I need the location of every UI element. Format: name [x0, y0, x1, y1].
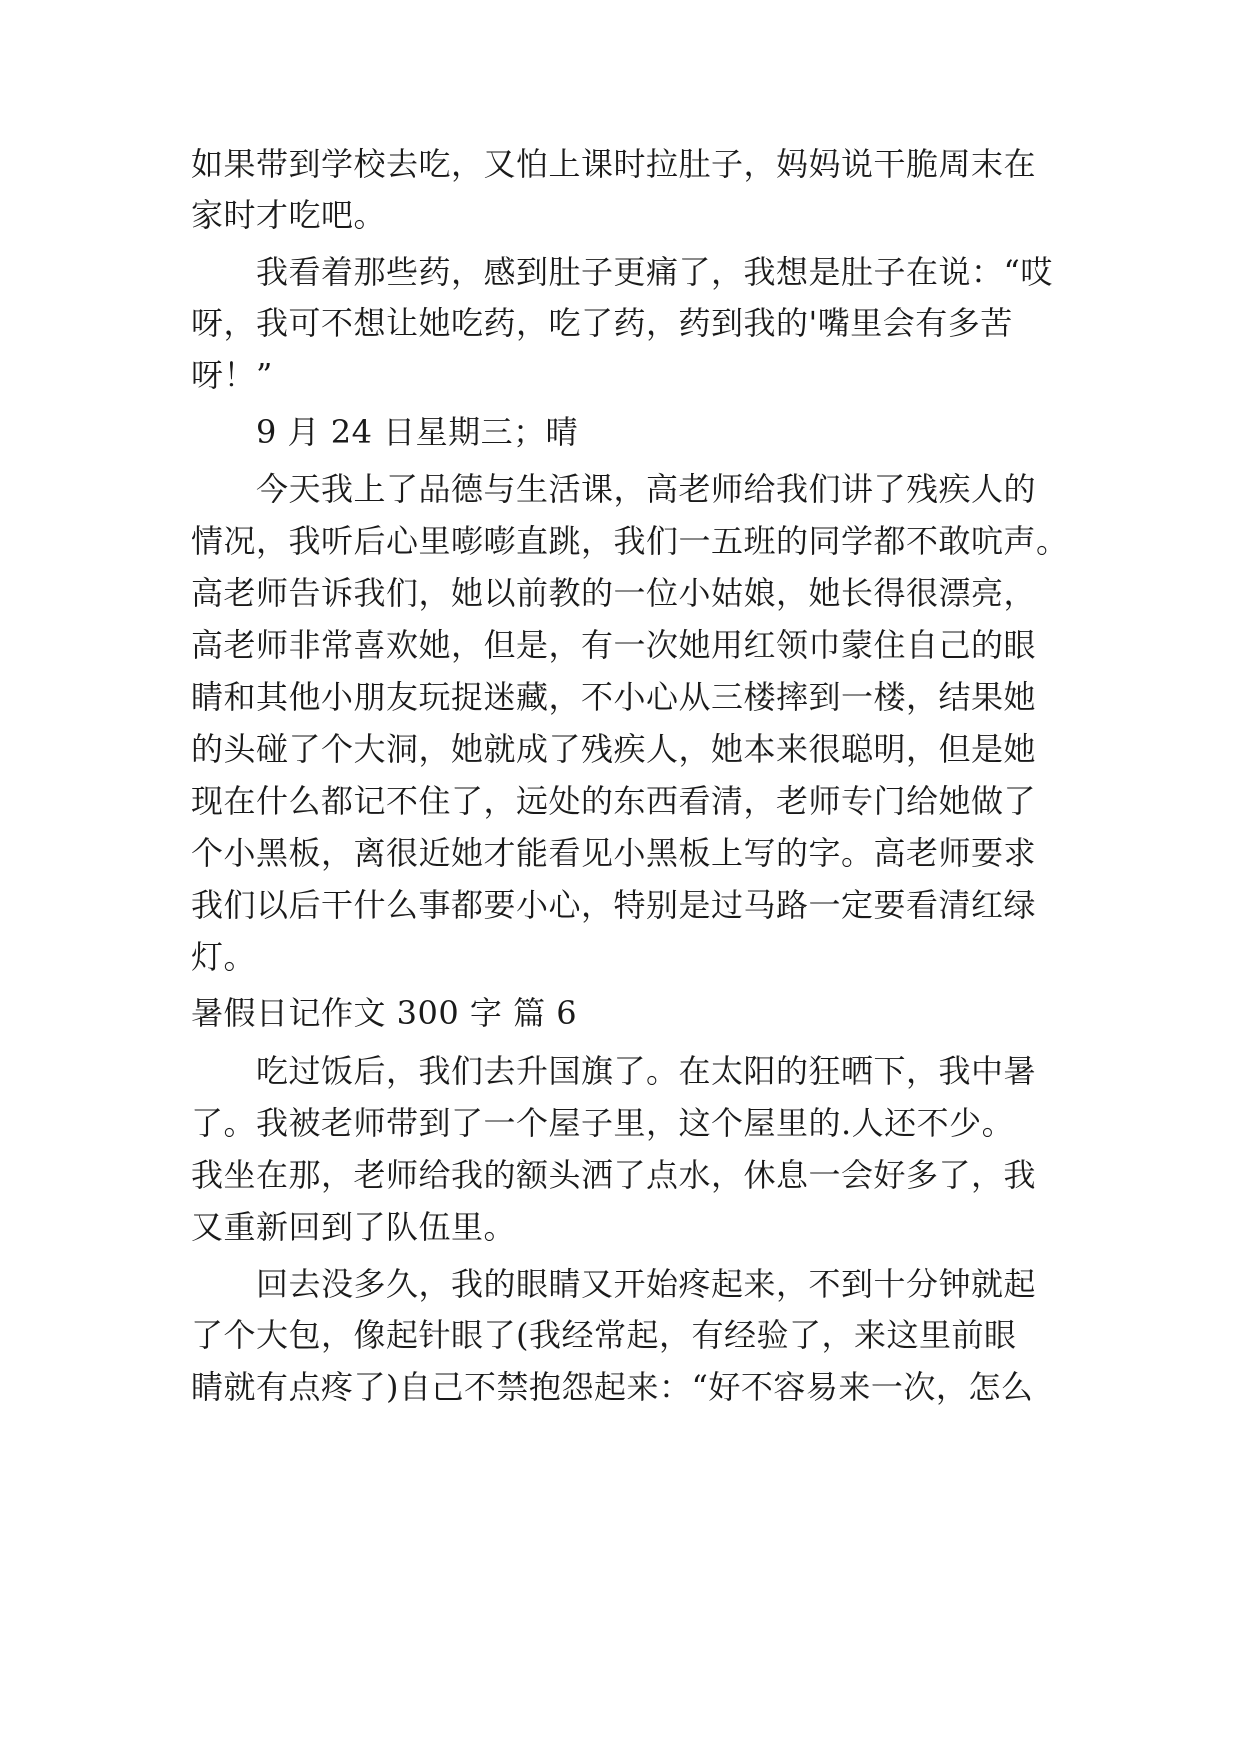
text-line: 又重新回到了队伍里。	[191, 1208, 517, 1246]
text-line: 灯。	[191, 938, 257, 976]
text-line: 我们以后干什么事都要小心，特别是过马路一定要看清红绿	[191, 886, 1037, 924]
text-line: 我看着那些药，感到肚子更痛了，我想是肚子在说：“哎	[256, 253, 1053, 291]
section-heading: 暑假日记作文 300 字 篇 6	[191, 994, 578, 1032]
text-line: 呀，我可不想让她吃药，吃了药，药到我的'嘴里会有多苦	[191, 304, 1013, 342]
text-line: 吃过饭后，我们去升国旗了。在太阳的狂晒下，我中暑	[256, 1052, 1037, 1090]
text-line: 高老师告诉我们，她以前教的一位小姑娘，她长得很漂亮，	[191, 574, 1037, 612]
text-line: 情况，我听后心里嘭嘭直跳，我们一五班的同学都不敢吭声。	[191, 522, 1069, 560]
text-line: 现在什么都记不住了，远处的东西看清，老师专门给她做了	[191, 782, 1037, 820]
text-line: 高老师非常喜欢她，但是，有一次她用红领巾蒙住自己的眼	[191, 626, 1037, 664]
text-line: 睛和其他小朋友玩捉迷藏，不小心从三楼摔到一楼，结果她	[191, 678, 1037, 716]
text-line: 今天我上了品德与生活课，高老师给我们讲了残疾人的	[256, 470, 1037, 508]
text-line: 呀！”	[191, 356, 273, 394]
text-line: 睛就有点疼了)自己不禁抱怨起来：“好不容易来一次，怎么	[191, 1368, 1034, 1406]
text-line: 回去没多久，我的眼睛又开始疼起来，不到十分钟就起	[256, 1265, 1037, 1303]
text-line: 的头碰了个大洞，她就成了残疾人，她本来很聪明，但是她	[191, 730, 1037, 768]
text-line: 个小黑板，离很近她才能看见小黑板上写的字。高老师要求	[191, 834, 1037, 872]
text-line: 如果带到学校去吃，又怕上课时拉肚子，妈妈说干脆周末在	[191, 145, 1037, 183]
text-line: 了。我被老师带到了一个屋子里，这个屋里的.人还不少。	[191, 1104, 1015, 1142]
text-line: 我坐在那，老师给我的额头洒了点水，休息一会好多了，我	[191, 1156, 1037, 1194]
text-line: 了个大包，像起针眼了(我经常起，有经验了，来这里前眼	[191, 1316, 1017, 1354]
text-line: 家时才吃吧。	[191, 196, 387, 234]
diary-date-heading: 9 月 24 日星期三；晴	[256, 413, 579, 451]
